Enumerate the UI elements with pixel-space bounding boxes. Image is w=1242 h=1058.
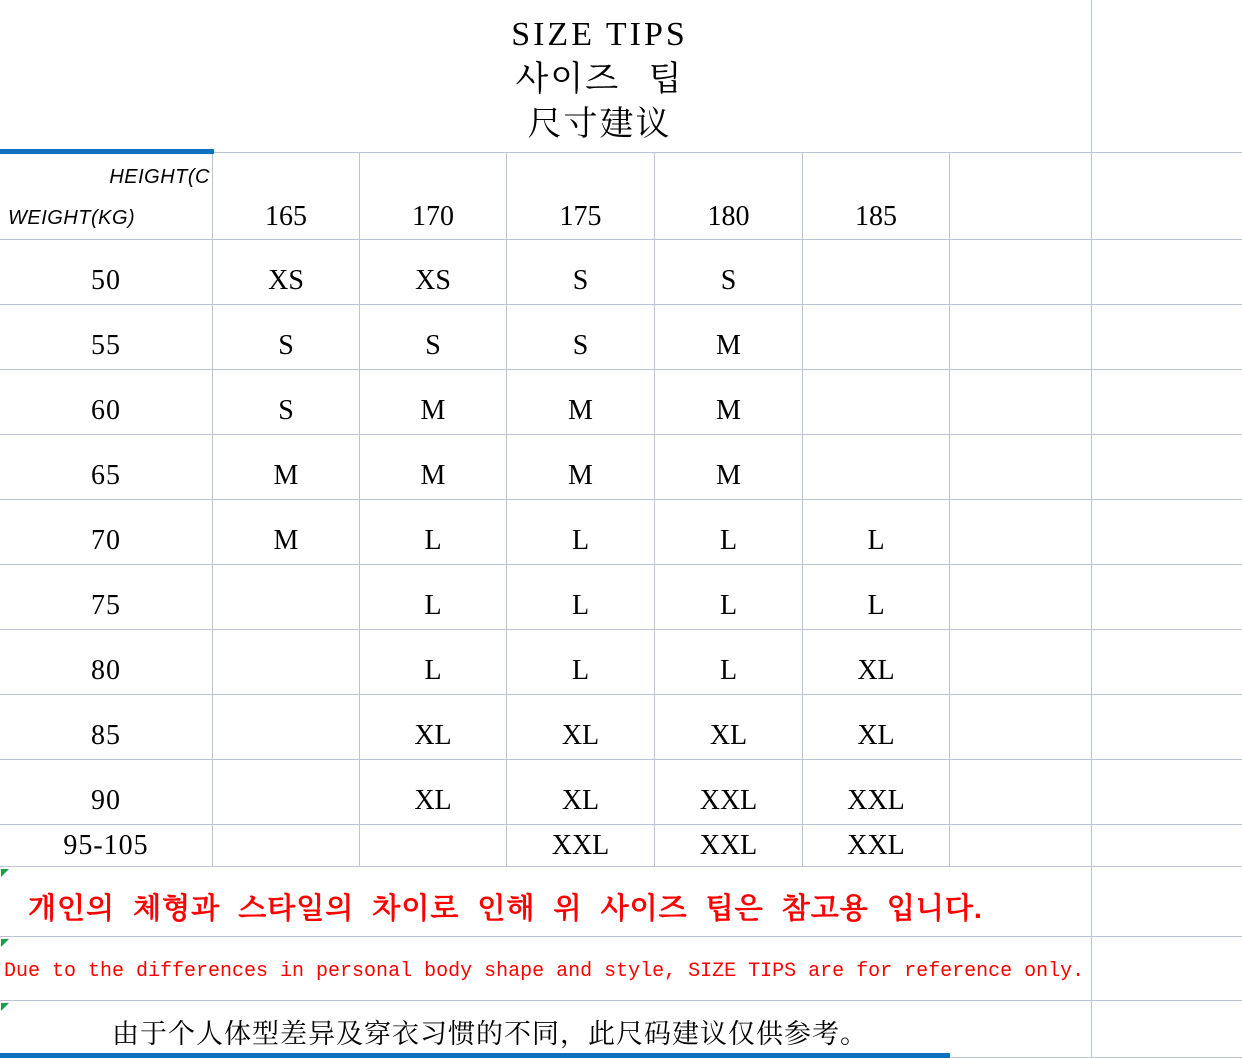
empty-cell (950, 760, 1092, 825)
size-cell: L (655, 630, 803, 695)
weight-cell: 80 (0, 630, 213, 695)
size-cell: XS (360, 240, 507, 305)
empty-cell (950, 500, 1092, 565)
size-cell (213, 695, 360, 760)
empty-cell (950, 825, 1092, 867)
table-row (0, 435, 1242, 500)
size-cell: XXL (507, 825, 655, 867)
height-column-header: 175 (507, 153, 655, 240)
korean-disclaimer-text: 개인의 체형과 스타일의 차이로 인해 위 사이즈 팁은 참고용 입니다. (0, 867, 1092, 937)
empty-cell (1092, 565, 1242, 630)
blue-accent-border-bottom (0, 1053, 950, 1058)
size-cell: XXL (803, 760, 950, 825)
size-cell: L (507, 565, 655, 630)
empty-cell (950, 240, 1092, 305)
size-cell: XL (360, 695, 507, 760)
table-row (0, 760, 1242, 825)
empty-cell (1092, 435, 1242, 500)
empty-cell (1092, 240, 1242, 305)
size-cell: S (213, 305, 360, 370)
size-cell (803, 305, 950, 370)
size-cell: S (360, 305, 507, 370)
table-row (0, 565, 1242, 630)
size-cell: M (507, 370, 655, 435)
size-cell: M (360, 370, 507, 435)
green-corner-marker-icon (1, 869, 9, 877)
chinese-disclaimer-text: 由于个人体型差异及穿衣习惯的不同，此尺码建议仅供参考。 (0, 1001, 1092, 1058)
green-corner-marker-icon (1, 939, 9, 947)
weight-cell: 95-105 (0, 825, 213, 867)
weight-axis-label: WEIGHT(KG) (8, 207, 136, 229)
title-korean: 사이즈 팁 (515, 61, 684, 98)
size-cell: XXL (655, 825, 803, 867)
green-corner-marker-icon (1, 1003, 9, 1011)
size-cell: XXL (655, 760, 803, 825)
size-cell: XS (213, 240, 360, 305)
title-english: SIZE TIPS (511, 16, 688, 53)
weight-cell: 65 (0, 435, 213, 500)
size-cell: L (360, 565, 507, 630)
empty-cell (1092, 937, 1242, 1001)
size-cell (213, 760, 360, 825)
size-cell (213, 630, 360, 695)
empty-cell (1092, 867, 1242, 937)
size-cell: L (655, 500, 803, 565)
size-cell (360, 825, 507, 867)
empty-cell (950, 435, 1092, 500)
empty-cell (1092, 760, 1242, 825)
size-cell: XXL (803, 825, 950, 867)
empty-cell (1092, 305, 1242, 370)
size-cell: S (655, 240, 803, 305)
weight-cell: 60 (0, 370, 213, 435)
size-cell (803, 370, 950, 435)
size-cell: M (507, 435, 655, 500)
empty-cell (1092, 0, 1242, 153)
table-row (0, 240, 1242, 305)
size-cell: S (507, 240, 655, 305)
height-column-header: 185 (803, 153, 950, 240)
empty-cell (1092, 695, 1242, 760)
height-column-header: 165 (213, 153, 360, 240)
title-chinese: 尺寸建议 (527, 106, 672, 143)
table-row (0, 695, 1242, 760)
note-row-chinese (0, 1001, 1242, 1058)
empty-cell (950, 630, 1092, 695)
size-cell (213, 565, 360, 630)
size-cell: L (507, 500, 655, 565)
empty-cell (1092, 1001, 1242, 1058)
height-column-header: 170 (360, 153, 507, 240)
empty-cell (950, 153, 1092, 240)
table-row (0, 305, 1242, 370)
note-row-english (0, 937, 1242, 1001)
size-cell: M (213, 500, 360, 565)
title-block (0, 0, 1092, 153)
size-cell: XL (507, 760, 655, 825)
size-cell: M (655, 305, 803, 370)
blue-accent-border-top (0, 149, 214, 154)
size-cell: S (213, 370, 360, 435)
empty-cell (1092, 370, 1242, 435)
empty-cell (950, 695, 1092, 760)
size-cell (213, 825, 360, 867)
size-cell: M (360, 435, 507, 500)
table-row (0, 825, 1242, 867)
empty-cell (1092, 500, 1242, 565)
table-row (0, 630, 1242, 695)
size-cell (803, 435, 950, 500)
size-cell: XL (360, 760, 507, 825)
size-cell: XL (507, 695, 655, 760)
size-cell: L (803, 565, 950, 630)
english-disclaimer-text: Due to the differences in personal body shape and style, SIZE TIPS are for reference only. (0, 937, 1092, 1001)
empty-cell (950, 370, 1092, 435)
weight-cell: 85 (0, 695, 213, 760)
weight-cell: 55 (0, 305, 213, 370)
empty-cell (950, 565, 1092, 630)
size-cell: L (803, 500, 950, 565)
weight-cell: 50 (0, 240, 213, 305)
empty-cell (1092, 825, 1242, 867)
size-cell: L (507, 630, 655, 695)
size-cell: L (655, 565, 803, 630)
size-cell (803, 240, 950, 305)
weight-cell: 90 (0, 760, 213, 825)
corner-header-cell (0, 153, 213, 240)
header-row (0, 153, 1242, 240)
size-cell: M (213, 435, 360, 500)
size-cell: L (360, 630, 507, 695)
size-cell: XL (803, 695, 950, 760)
size-cell: XL (803, 630, 950, 695)
empty-cell (950, 305, 1092, 370)
weight-cell: 75 (0, 565, 213, 630)
empty-cell (1092, 153, 1242, 240)
size-cell: S (507, 305, 655, 370)
size-cell: M (655, 435, 803, 500)
size-cell: M (655, 370, 803, 435)
note-row-korean (0, 867, 1242, 937)
title-row (0, 0, 1242, 153)
table-row (0, 370, 1242, 435)
weight-cell: 70 (0, 500, 213, 565)
size-cell: L (360, 500, 507, 565)
empty-cell (1092, 630, 1242, 695)
size-cell: XL (655, 695, 803, 760)
table-row (0, 500, 1242, 565)
height-column-header: 180 (655, 153, 803, 240)
height-axis-label: HEIGHT(C (109, 166, 210, 188)
